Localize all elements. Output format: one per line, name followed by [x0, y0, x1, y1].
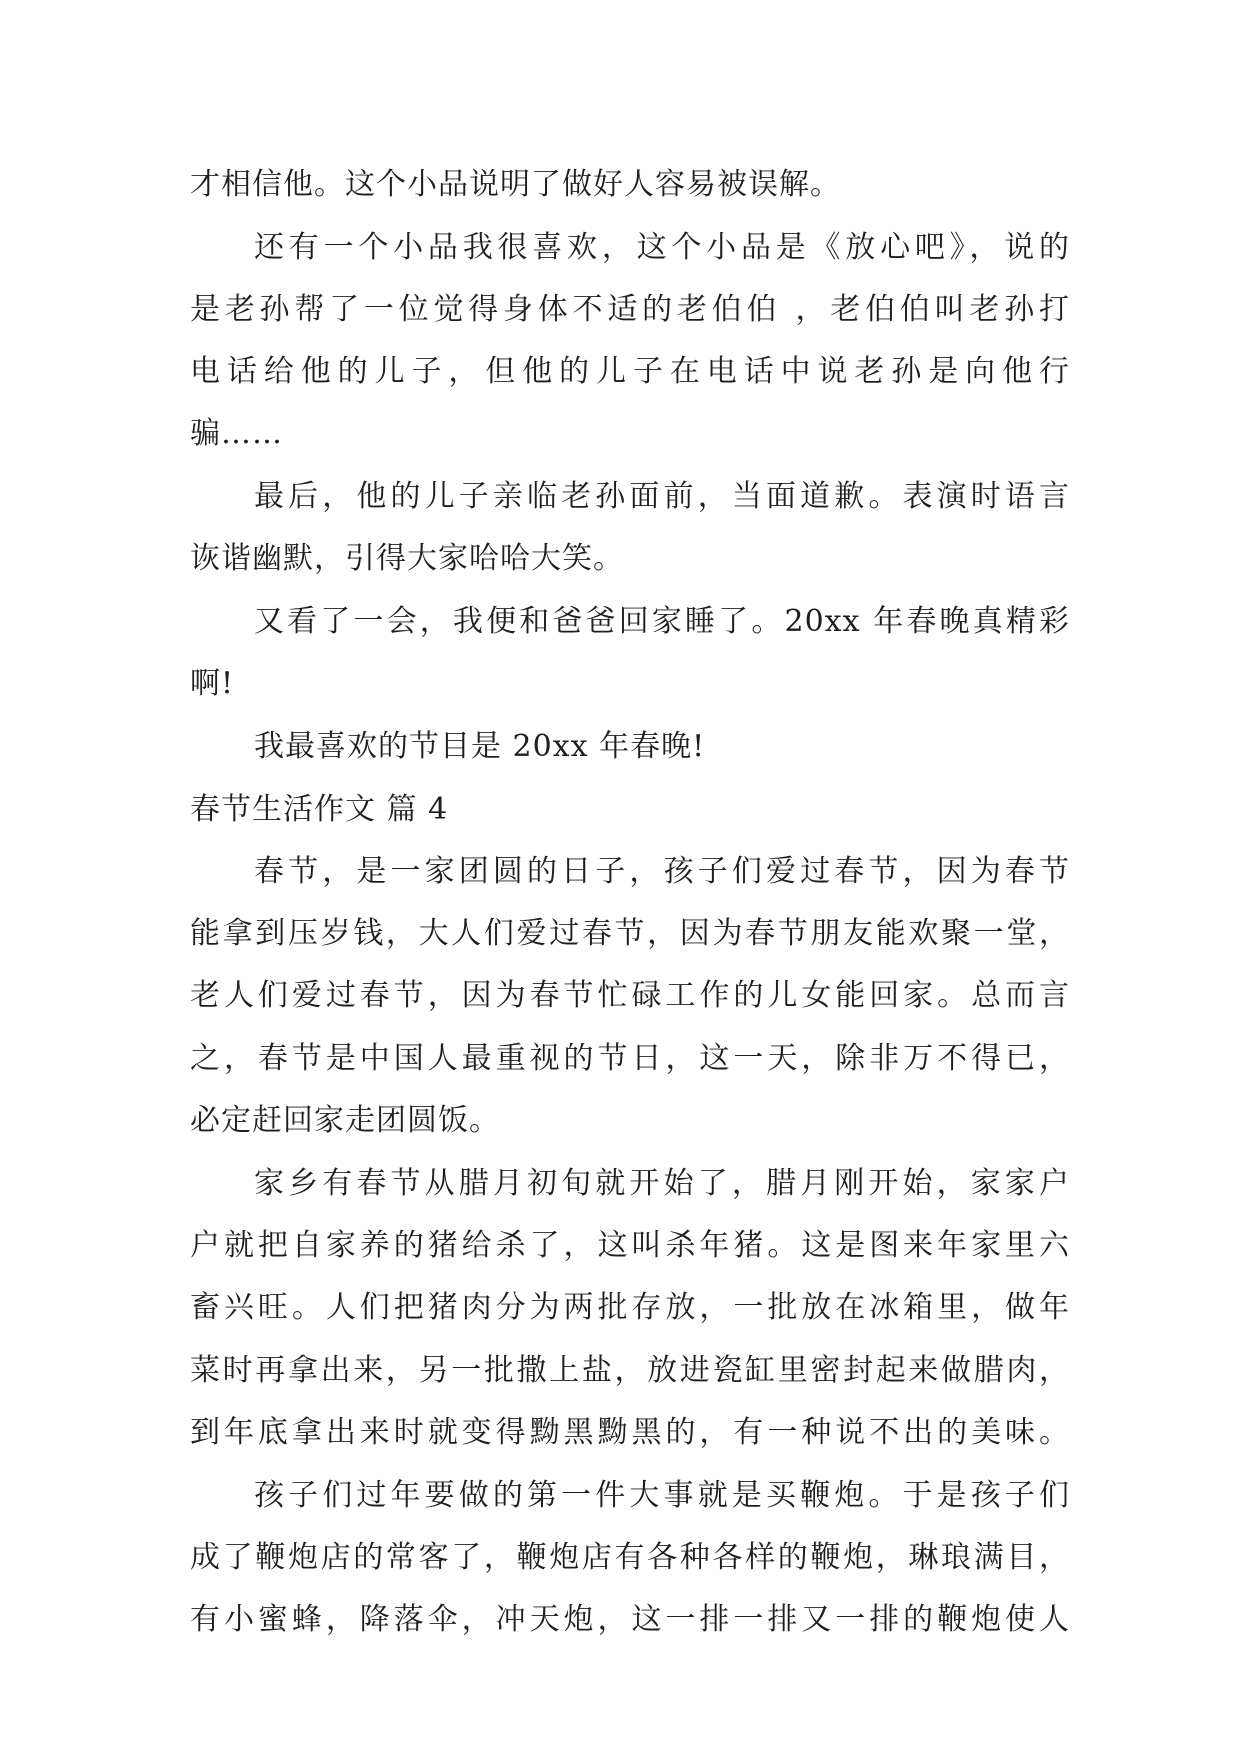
text-line: 骗……	[190, 416, 283, 451]
paragraph-start-line: 我最喜欢的节目是 20xx 年春晚!	[254, 729, 706, 764]
text-line: 才相信他。这个小品说明了做好人容易被误解。	[190, 167, 841, 202]
paragraph-start-line: 春节，是一家团圆的日子，孩子们爱过春节，因为春节	[254, 854, 1070, 889]
paragraph-start-line: 孩子们过年要做的第一件大事就是买鞭炮。于是孩子们	[254, 1478, 1070, 1513]
text-line: 户就把自家养的猪给杀了，这叫杀年猪。这是图来年家里六	[190, 1228, 1070, 1263]
text-line: 诙谐幽默，引得大家哈哈大笑。	[190, 541, 624, 576]
text-line: 必定赶回家走团圆饭。	[190, 1103, 500, 1138]
text-line: 啊!	[190, 666, 235, 701]
text-line: 老人们爱过春节，因为春节忙碌工作的儿女能回家。总而言	[190, 978, 1070, 1013]
text-line: 能拿到压岁钱，大人们爱过春节，因为春节朋友能欢聚一堂，	[190, 916, 1070, 951]
section-heading: 春节生活作文 篇 4	[190, 792, 449, 827]
text-line: 是老孙帮了一位觉得身体不适的老伯伯 ，老伯伯叫老孙打	[190, 292, 1070, 327]
paragraph-start-line: 最后，他的儿子亲临老孙面前，当面道歉。表演时语言	[254, 479, 1070, 514]
text-line: 成了鞭炮店的常客了，鞭炮店有各种各样的鞭炮，琳琅满目，	[190, 1540, 1070, 1575]
text-line: 到年底拿出来时就变得黝黑黝黑的，有一种说不出的美味。	[190, 1415, 1070, 1450]
text-line: 菜时再拿出来，另一批撒上盐，放进瓷缸里密封起来做腊肉，	[190, 1353, 1070, 1388]
text-line: 电话给他的儿子，但他的儿子在电话中说老孙是向他行	[190, 354, 1070, 389]
paragraph-start-line: 家乡有春节从腊月初旬就开始了，腊月刚开始，家家户	[254, 1166, 1070, 1201]
text-line: 之，春节是中国人最重视的节日，这一天，除非万不得已，	[190, 1041, 1070, 1076]
paragraph-start-line: 还有一个小品我很喜欢，这个小品是《放心吧》，说的	[254, 230, 1070, 265]
paragraph-start-line: 又看了一会，我便和爸爸回家睡了。20xx 年春晚真精彩	[254, 604, 1070, 639]
text-line: 有小蜜蜂，降落伞，冲天炮，这一排一排又一排的鞭炮使人	[190, 1602, 1070, 1637]
text-line: 畜兴旺。人们把猪肉分为两批存放，一批放在冰箱里，做年	[190, 1290, 1070, 1325]
